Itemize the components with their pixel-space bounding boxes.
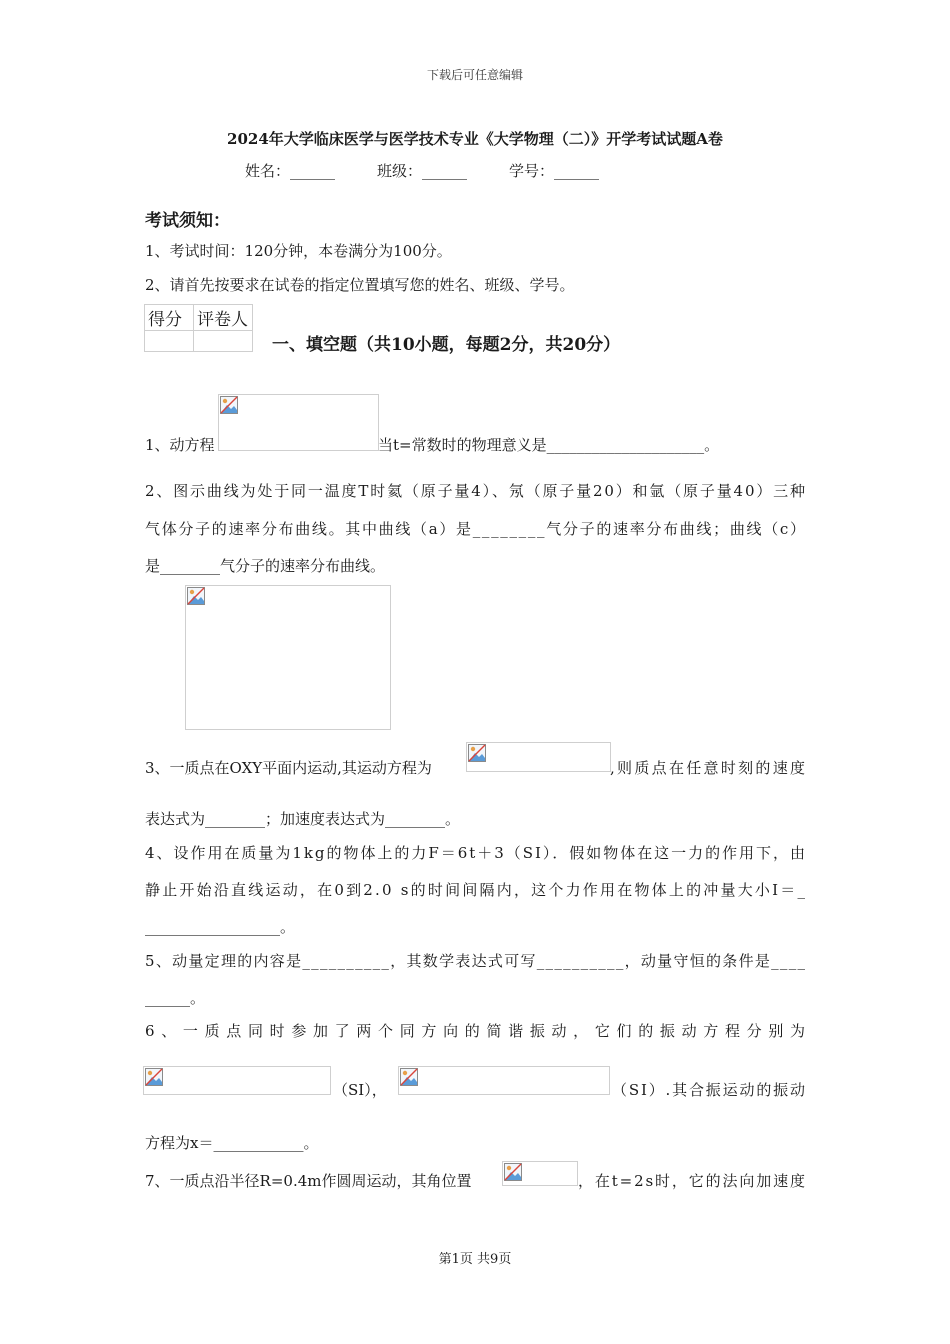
section-heading: 一、填空题（共10小题，每题2分，共20分） — [272, 335, 621, 355]
q4-line-1: 4、设作用在质量为1kg的物体上的力F＝6t＋3（SI）．假如物体在这一力的作用下，由 — [145, 844, 807, 862]
notice-item-2: 2、请首先按要求在试卷的指定位置填写您的姓名、班级、学号。 — [145, 276, 575, 294]
class-field[interactable]: 班级：______ — [377, 162, 468, 180]
broken-image-icon — [187, 587, 205, 605]
page-header-note: 下载后可任意编辑 — [426, 68, 523, 82]
q3-equation-image — [466, 742, 611, 772]
q3-text-suffix: ,则质点在任意时刻的速度 — [610, 759, 808, 777]
q3-line-2: 表达式为________；加速度表达式为________。 — [145, 810, 461, 828]
q1-text-prefix: 1、动方程 — [145, 436, 215, 454]
q5-line-1: 5、动量定理的内容是__________，其数学表达式可写__________，动量守恒的条件是____ — [145, 952, 807, 970]
q6-equation-image-2 — [398, 1066, 610, 1095]
q5-line-2: ______。 — [145, 989, 206, 1007]
student-id-field[interactable]: 学号：______ — [509, 162, 600, 180]
score-cell[interactable] — [145, 331, 194, 352]
q1-equation-image — [218, 394, 379, 451]
q2-line-2: 气体分子的速率分布曲线。其中曲线（a）是________气分子的速率分布曲线；曲线（c） — [145, 520, 807, 538]
q6-line-3: 方程为x＝____________。 — [145, 1134, 319, 1152]
q6-equation-image-1 — [143, 1066, 331, 1095]
broken-image-icon — [400, 1068, 418, 1086]
grader-label: 评卷人 — [194, 305, 253, 331]
broken-image-icon — [468, 744, 486, 762]
q6-si-label-2: （SI）.其合振运动的振动 — [612, 1081, 807, 1099]
broken-image-icon — [220, 396, 238, 414]
score-label: 得分 — [145, 305, 194, 331]
q4-line-2: 静止开始沿直线运动，在0到2.0 s的时间间隔内，这个力作用在物体上的冲量大小I＝_ — [145, 881, 808, 899]
q6-si-label-1: （SI）， — [333, 1081, 387, 1099]
exam-title: 2024年大学临床医学与医学技术专业《大学物理（二）》开学考试试题A卷 — [227, 130, 723, 148]
page-number: 第1页 共9页 — [438, 1252, 512, 1267]
q1-text-suffix: 当t=常数时的物理意义是_____________________。 — [378, 436, 720, 454]
q2-speed-distribution-figure — [185, 585, 391, 730]
notice-item-1: 1、考试时间：120分钟，本卷满分为100分。 — [145, 242, 452, 260]
q3-text-prefix: 3、一质点在OXY平面内运动,其运动方程为 — [145, 759, 432, 777]
score-table — [144, 304, 253, 352]
q6-line-1: 6、一质点同时参加了两个同方向的简谐振动，它们的振动方程分别为 — [145, 1022, 812, 1040]
student-info-line — [245, 160, 599, 181]
q7-equation-image — [502, 1161, 578, 1186]
q2-line-1: 2、图示曲线为处于同一温度T时氦（原子量4）、氖（原子量20）和氩（原子量40）三种 — [145, 482, 807, 500]
grader-cell[interactable] — [194, 331, 253, 352]
notice-heading: 考试须知： — [145, 211, 230, 231]
broken-image-icon — [504, 1163, 522, 1181]
broken-image-icon — [145, 1068, 163, 1086]
name-field[interactable]: 姓名：______ — [245, 162, 336, 180]
q7-text-suffix: ，在t=2s时，它的法向加速度 — [578, 1172, 807, 1190]
q7-text-prefix: 7、一质点沿半径R=0.4m作圆周运动，其角位置 — [145, 1172, 472, 1190]
q4-line-3: __________________。 — [145, 918, 296, 936]
q2-line-3: 是________气分子的速率分布曲线。 — [145, 557, 386, 575]
